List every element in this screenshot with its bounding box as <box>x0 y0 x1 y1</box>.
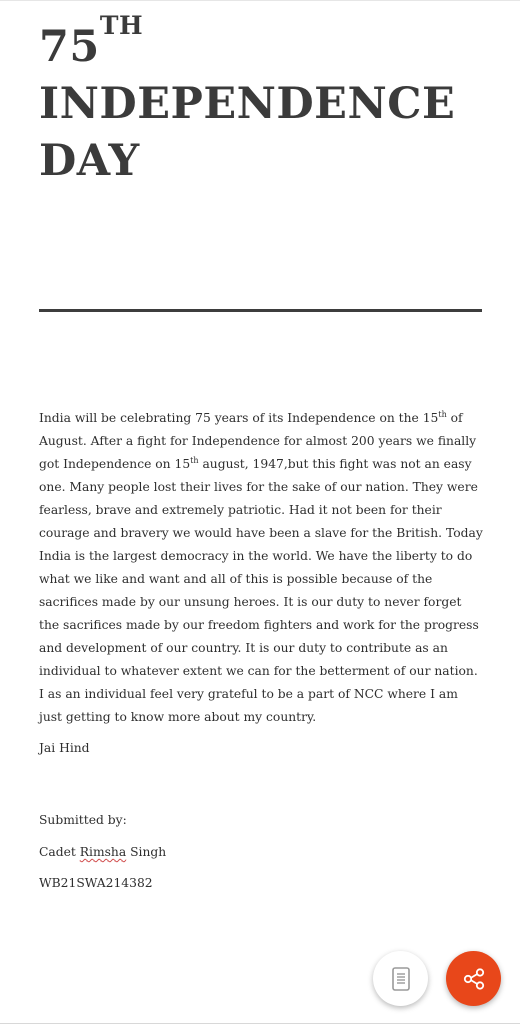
title-ordinal-suffix: TH <box>99 11 144 40</box>
title-number: 75 <box>39 22 100 72</box>
article-title <box>39 11 456 190</box>
article-body <box>39 407 484 760</box>
title-line-day: DAY <box>39 136 140 186</box>
submitted-by-label: Submitted by: <box>39 813 127 827</box>
spellcheck-word: Rimsha <box>79 845 127 859</box>
share-icon <box>461 966 487 992</box>
reader-mode-icon <box>390 966 412 992</box>
reader-mode-button[interactable] <box>373 951 428 1006</box>
author-name: Cadet Rimsha Singh <box>39 845 167 859</box>
share-button[interactable] <box>446 951 501 1006</box>
closing-line: Jai Hind <box>39 741 90 755</box>
title-divider <box>39 309 482 312</box>
cadet-id: WB21SWA214382 <box>39 876 153 890</box>
body-paragraph: India will be celebrating 75 years of its Independence on the 15th of August. After a fight for Independence for almost 200 years we finally got Independence on 15th august, 1947,but this fight was not an easy one. Many people lost their lives for the sake of our nation. They were fearless, brave and extremely patriotic. Had it not been for their courage and bravery we would have been a slave for the British. Today India is the largest democracy in the world. We have the liberty to do what we like and want and all of this is possible because of the sacrifices made by our unsung heroes. It is our duty to never forget the sacrifices made by our freedom fighters and work for the progress and development of our country. It is our duty to contribute as an individual to whatever extent we can for the betterment of our nation. I as an individual feel very grateful to be a part of NCC where I am just getting to know more about my country. <box>39 409 483 724</box>
title-line-independence: INDEPENDENCE <box>39 79 456 129</box>
